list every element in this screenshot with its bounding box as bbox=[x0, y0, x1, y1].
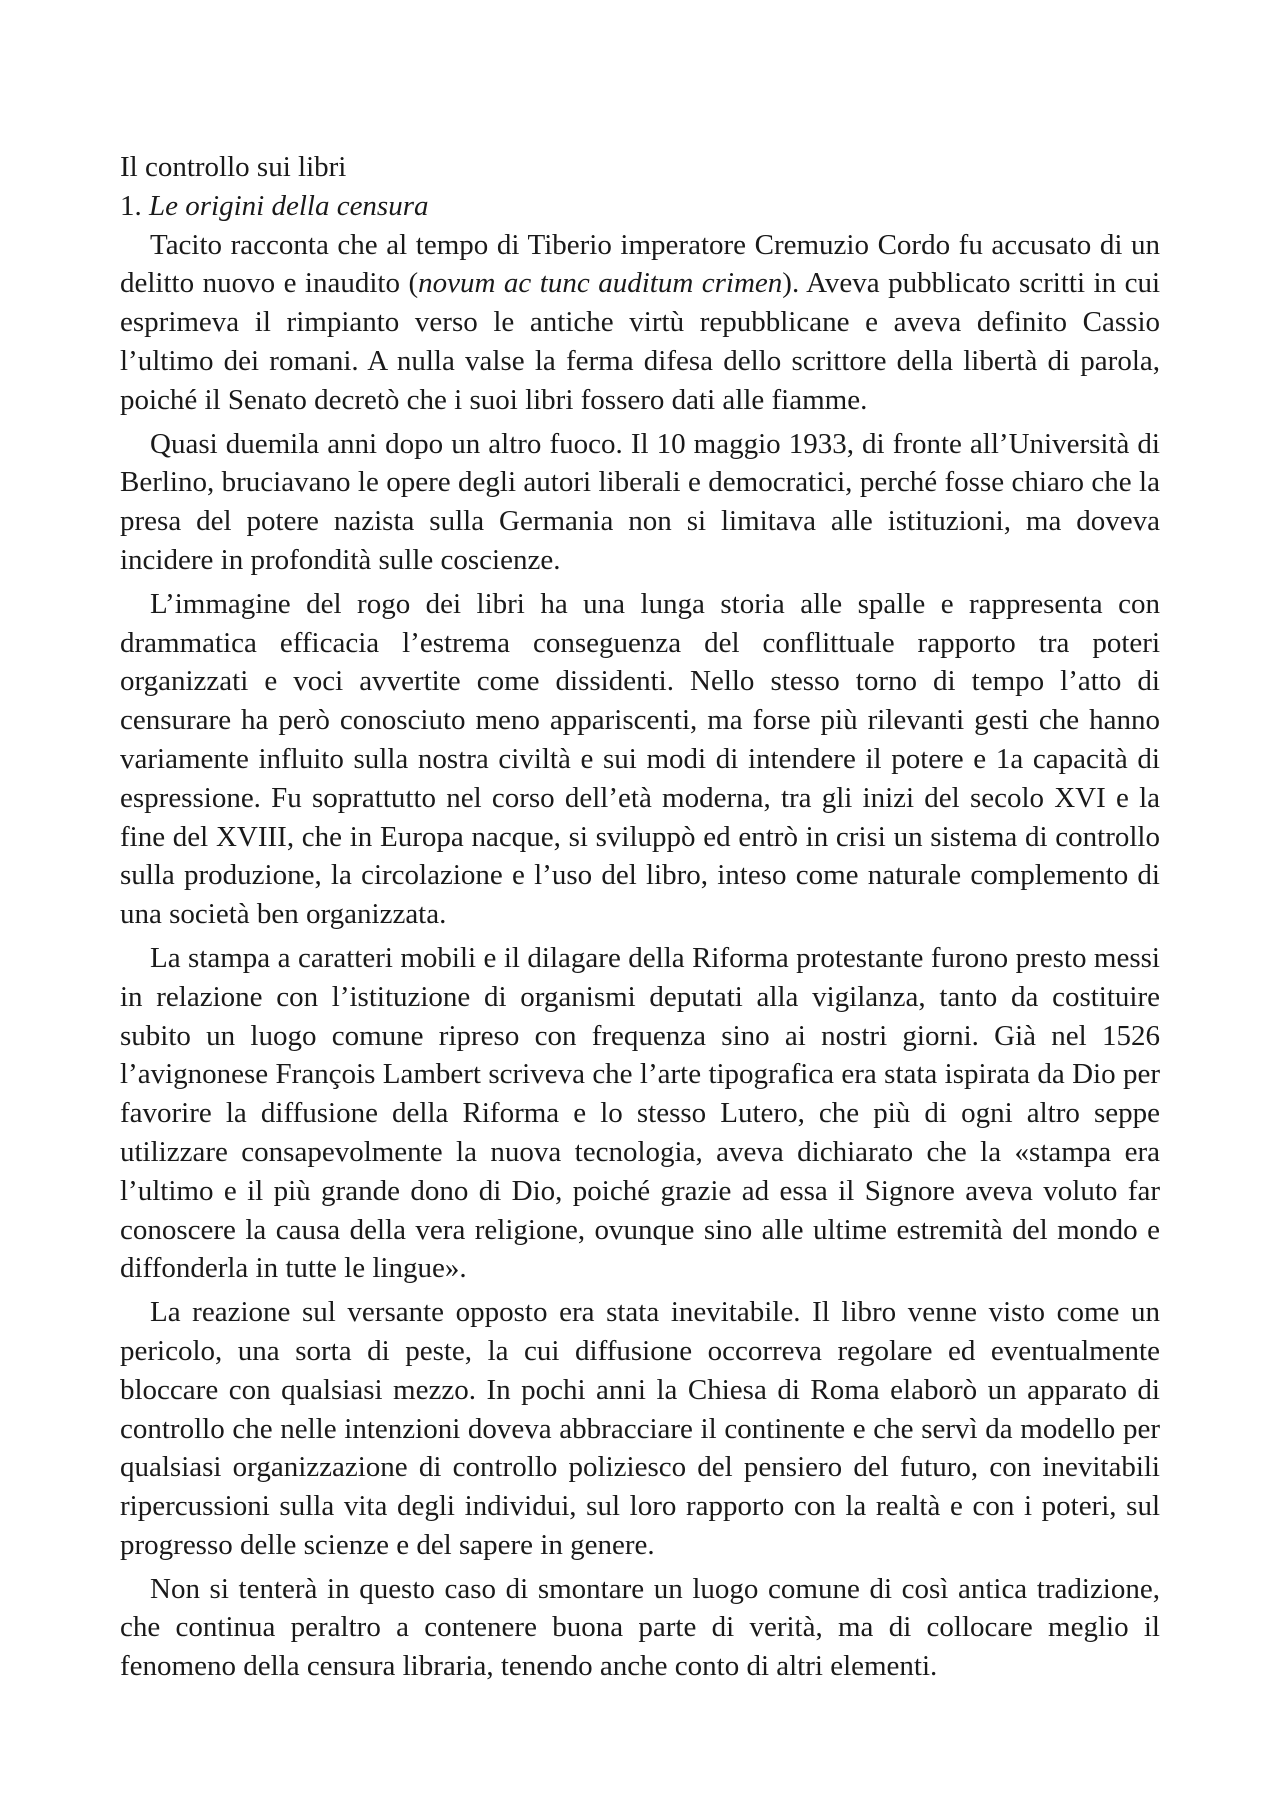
paragraph-5: La reazione sul versante opposto era stata inevitabile. Il libro venne visto come un pericolo, una sorta di peste, la cui diffusione occorreva regolare ed eventualmente bloccare con qualsiasi mezzo. In pochi anni la Chiesa di Roma elaborò un apparato di controllo che nelle intenzioni doveva abbracciare il continente e che servì da modello per qualsiasi organizzazione di controllo poliziesco del pensiero del futuro, con inevitabili ripercussioni sulla vita degli individui, sul loro rapporto con la realtà e con i poteri, sul progresso delle scienze e del sapere in genere. bbox=[120, 1296, 1160, 1561]
section-heading bbox=[120, 187, 1160, 226]
paragraph-1 bbox=[120, 226, 1160, 420]
paragraph-1-after: ). Aveva pubblicato scritti in cui esprimeva il rimpianto verso le antiche virtù repubblicane e aveva definito Cassio l’ultimo dei romani. A nulla valse la ferma difesa dello scrittore della libertà di parola, poiché il Senato decretò che i suoi libri fossero dati alle fiamme. bbox=[120, 267, 1160, 416]
section-number: 1. bbox=[120, 189, 149, 222]
document-page bbox=[120, 148, 1160, 1691]
chapter-title: Il controllo sui libri bbox=[120, 151, 347, 183]
latin-quote: novum ac tunc auditum crimen bbox=[418, 267, 783, 300]
paragraph-3: L’immagine del rogo dei libri ha una lunga storia alle spalle e rappresenta con drammatica efficacia l’estrema conseguenza del conflittuale rapporto tra poteri organizzati e voci avvertite come dissidenti. Nello stesso torno di tempo l’atto di censurare ha però conosciuto meno appariscenti, ma forse più rilevanti gesti che hanno variamente influito sulla nostra civiltà e sui modi di intendere il potere e 1a capacità di espressione. Fu soprattutto nel corso dell’età moderna, tra gli inizi del secolo XVI e la fine del XVIII, che in Europa nacque, si sviluppò ed entrò in crisi un sistema di controllo sulla produzione, la circolazione e l’uso del libro, inteso come naturale complemento di una società ben organizzata. bbox=[120, 587, 1160, 931]
paragraph-6: Non si tenterà in questo caso di smontare un luogo comune di così antica tradizione, che continua peraltro a contenere buona parte di verità, ma di collocare meglio il fenomeno della censura libraria, tenendo anche conto di altri elementi. bbox=[120, 1572, 1160, 1683]
section-title: Le origini della censura bbox=[149, 189, 429, 222]
paragraph-4: La stampa a caratteri mobili e il dilagare della Riforma protestante furono presto messi in relazione con l’istituzione di organismi deputati alla vigilanza, tanto da costituire subito un luogo comune ripreso con frequenza sino ai nostri giorni. Già nel 1526 l’avignonese François Lambert scriveva che l’arte tipografica era stata ispirata da Dio per favorire la diffusione della Riforma e lo stesso Lutero, che più di ogni altro seppe utilizzare consapevolmente la nuova tecnologia, aveva dichiarato che la «stampa era l’ultimo e il più grande dono di Dio, poiché grazie ad essa il Signore aveva voluto far conoscere la causa della vera religione, ovunque sino alle ultime estremità del mondo e diffonderla in tutte le lingue». bbox=[120, 941, 1160, 1285]
paragraph-1-before: Tacito racconta che al tempo di Tiberio imperatore Cremuzio Cordo fu accusato di un delitto nuovo e inaudito ( bbox=[120, 228, 1160, 300]
paragraph-2: Quasi duemila anni dopo un altro fuoco. Il 10 maggio 1933, di fronte all’Università di Berlino, bruciavano le opere degli autori liberali e democratici, perché fosse chiaro che la presa del potere nazista sulla Germania non si limitava alle istituzioni, ma doveva incidere in profondità sulle coscienze. bbox=[120, 427, 1160, 576]
